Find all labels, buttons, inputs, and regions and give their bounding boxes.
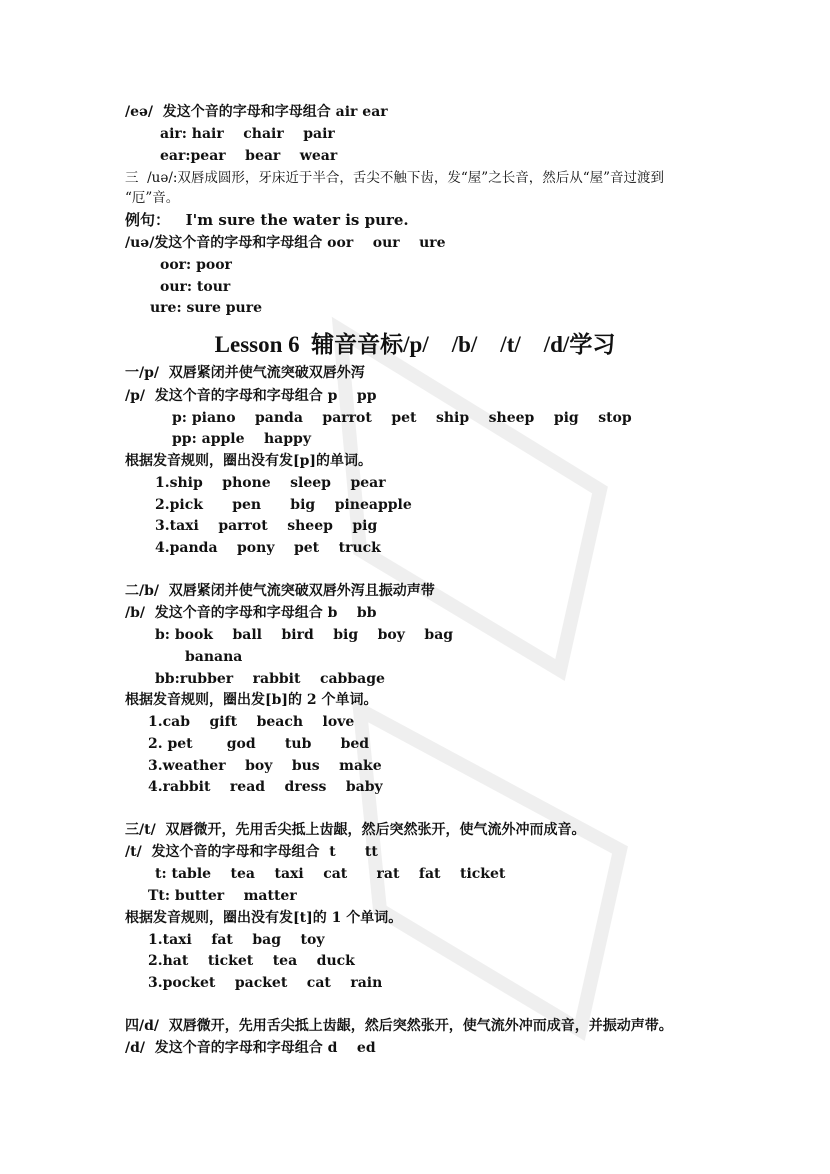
- text-line: 1.taxi fat bag toy: [148, 932, 325, 948]
- text-line: 二/b/ 双唇紧闭并使气流突破双唇外泻且振动声带: [125, 583, 435, 599]
- text-line: /d/ 发这个音的字母和字母组合 d ed: [125, 1040, 376, 1056]
- text-line: p: piano panda parrot pet ship sheep pig stop: [172, 410, 632, 426]
- text-line: bb:rubber rabbit cabbage: [155, 671, 385, 687]
- text-line: /eə/ 发这个音的字母和字母组合 air ear: [125, 104, 388, 120]
- text-line: “厄”音。: [125, 190, 180, 206]
- text-line: 三 /uə/:双唇成圆形，牙床近于半合，舌尖不触下齿，发“屋”之长音，然后从“屋”音过渡到: [125, 170, 665, 186]
- text-line: oor: poor: [160, 257, 232, 273]
- text-line: banana: [185, 649, 243, 665]
- text-line: b: book ball bird big boy bag: [155, 627, 454, 643]
- text-line: 根据发音规则，圈出没有发[p]的单词。: [125, 453, 373, 469]
- text-line: t: table tea taxi cat rat fat ticket: [155, 866, 506, 882]
- text-line: air: hair chair pair: [160, 126, 335, 142]
- lesson-title: Lesson 6 辅音音标/p/ /b/ /t/ /d/学习: [214, 332, 616, 357]
- text-line: 4.panda pony pet truck: [155, 540, 381, 556]
- text-line: 2.hat ticket tea duck: [148, 953, 355, 969]
- text-line: 4.rabbit read dress baby: [148, 779, 383, 795]
- text-line: pp: apple happy: [172, 431, 311, 447]
- text-line: 2.pick pen big pineapple: [155, 497, 412, 513]
- text-line: Tt: butter matter: [148, 888, 297, 904]
- text-line: 根据发音规则，圈出发[b]的 2 个单词。: [125, 692, 378, 708]
- text-line: 3.weather boy bus make: [148, 758, 382, 774]
- text-line: 三/t/ 双唇微开，先用舌尖抵上齿龈，然后突然张开，使气流外冲而成音。: [125, 822, 586, 838]
- text-line: 3.taxi parrot sheep pig: [155, 518, 378, 534]
- text-line: /t/ 发这个音的字母和字母组合 t tt: [125, 844, 378, 860]
- text-line: ure: sure pure: [150, 300, 262, 316]
- text-line: our: tour: [160, 279, 231, 295]
- text-line: 一/p/ 双唇紧闭并使气流突破双唇外泻: [125, 365, 365, 381]
- text-line: /p/ 发这个音的字母和字母组合 p pp: [125, 388, 377, 404]
- text-line: 1.cab gift beach love: [148, 714, 355, 730]
- text-line: 四/d/ 双唇微开，先用舌尖抵上齿龈，然后突然张开，使气流外冲而成音，并振动声带。: [125, 1018, 673, 1034]
- text-line: /b/ 发这个音的字母和字母组合 b bb: [125, 605, 377, 621]
- text-line: 2. pet god tub bed: [148, 736, 370, 752]
- text-line: 1.ship phone sleep pear: [155, 475, 386, 491]
- text-line: 例句： I'm sure the water is pure.: [125, 211, 409, 229]
- text-line: 3.pocket packet cat rain: [148, 975, 383, 991]
- text-line: ear:pear bear wear: [160, 148, 338, 164]
- text-line: 根据发音规则，圈出没有发[t]的 1 个单词。: [125, 910, 403, 926]
- text-line: /uə/发这个音的字母和字母组合 oor our ure: [125, 235, 446, 251]
